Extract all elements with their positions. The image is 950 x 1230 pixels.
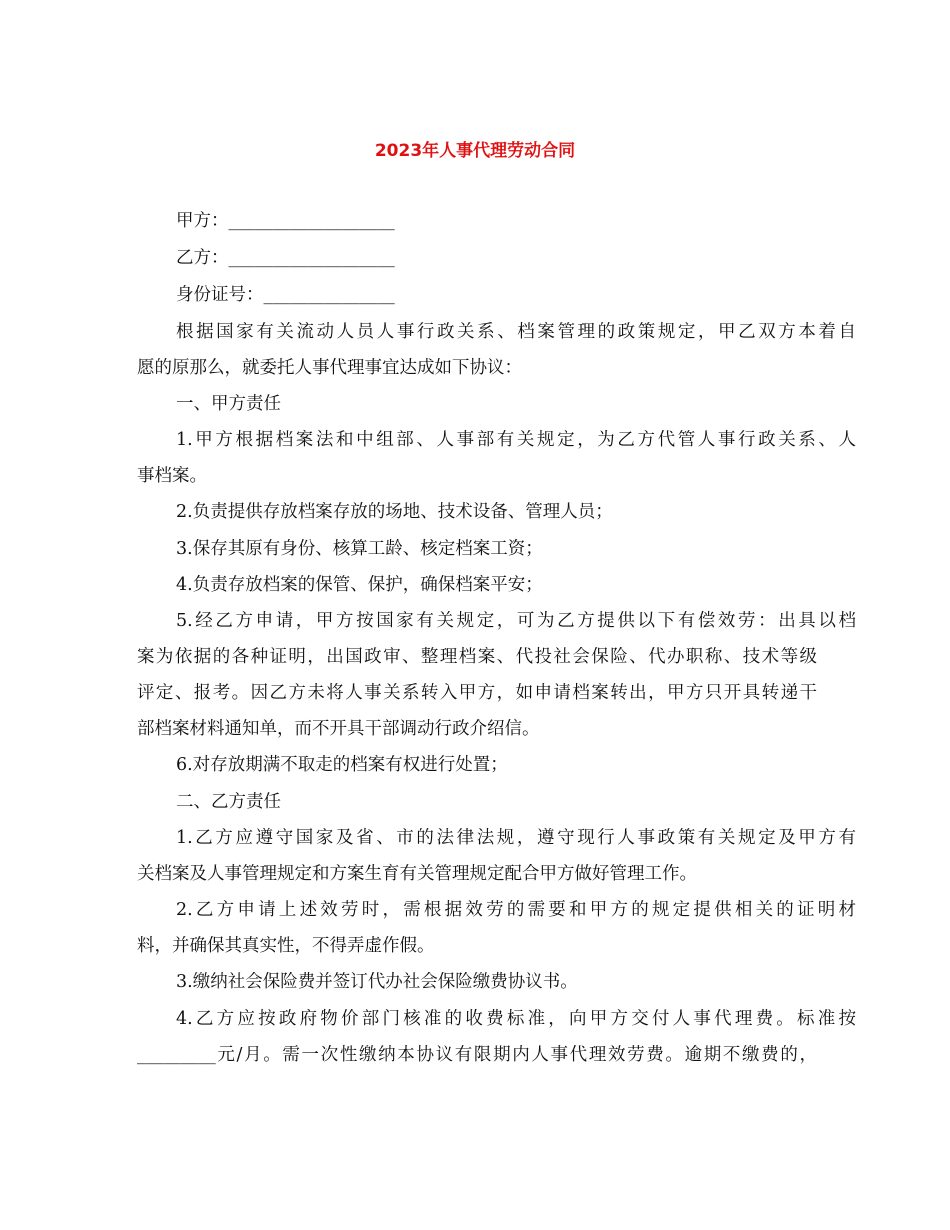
clause-1-5-line-4: 部档案材料通知单，而不开具干部调动行政介绍信。 [137,719,540,739]
clause-1-1-line-1: 1.甲方根据档案法和中组部、人事部有关规定，为乙方代管人事行政关系、人 [176,430,856,450]
clause-2-4-line-1: 4.乙方应按政府物价部门核准的收费标准，向甲方交付人事代理费。标准按 [176,1009,856,1029]
clause-1-1-line-2: 事档案。 [137,466,207,486]
clause-1-4: 4.负责存放档案的保管、保护，确保档案平安； [176,575,543,595]
clause-1-5-line-1: 5.经乙方申请，甲方按国家有关规定，可为乙方提供以下有偿效劳：出具以档 [176,611,856,631]
clause-2-1-line-1: 1.乙方应遵守国家及省、市的法律法规，遵守现行人事政策有关规定及甲方有 [176,828,856,848]
clause-2-2-line-2: 料，并确保其真实性，不得弄虚作假。 [137,936,435,956]
party-a-line: 甲方：___________________ [176,211,395,231]
clause-1-2: 2.负责提供存放档案存放的场地、技术设备、管理人员； [176,502,613,522]
clause-1-6: 6.对存放期满不取走的档案有权进行处置； [176,755,508,775]
section-1-heading: 一、甲方责任 [176,394,281,414]
section-2-heading: 二、乙方责任 [176,792,281,812]
clause-2-2-line-1: 2.乙方申请上述效劳时，需根据效劳的需要和甲方的规定提供相关的证明材 [176,900,856,920]
clause-2-1-line-2: 关档案及人事管理规定和方案生育有关管理规定配合甲方做好管理工作。 [137,864,697,884]
intro-line-2: 愿的原那么，就委托人事代理事宜达成如下协议： [137,358,522,378]
id-number-line: 身份证号：_______________ [176,285,395,305]
party-b-line: 乙方：___________________ [176,248,395,268]
clause-2-3: 3.缴纳社会保险费并签订代办社会保险缴费协议书。 [176,972,578,992]
clause-1-5-line-3: 评定、报考。因乙方未将人事关系转入甲方，如申请档案转出，甲方只开具转递干 [137,683,817,703]
intro-line-1: 根据国家有关流动人员人事行政关系、档案管理的政策规定，甲乙双方本着自 [176,322,856,342]
document-title: 2023年人事代理劳动合同 [374,141,576,161]
clause-2-4-line-2: _________元/月。需一次性缴纳本协议有限期内人事代理效劳费。逾期不缴费的， [137,1045,817,1065]
clause-1-5-line-2: 案为依据的各种证明，出国政审、整理档案、代投社会保险、代办职称、技术等级 [137,647,817,667]
clause-1-3: 3.保存其原有身份、核算工龄、核定档案工资； [176,539,543,559]
